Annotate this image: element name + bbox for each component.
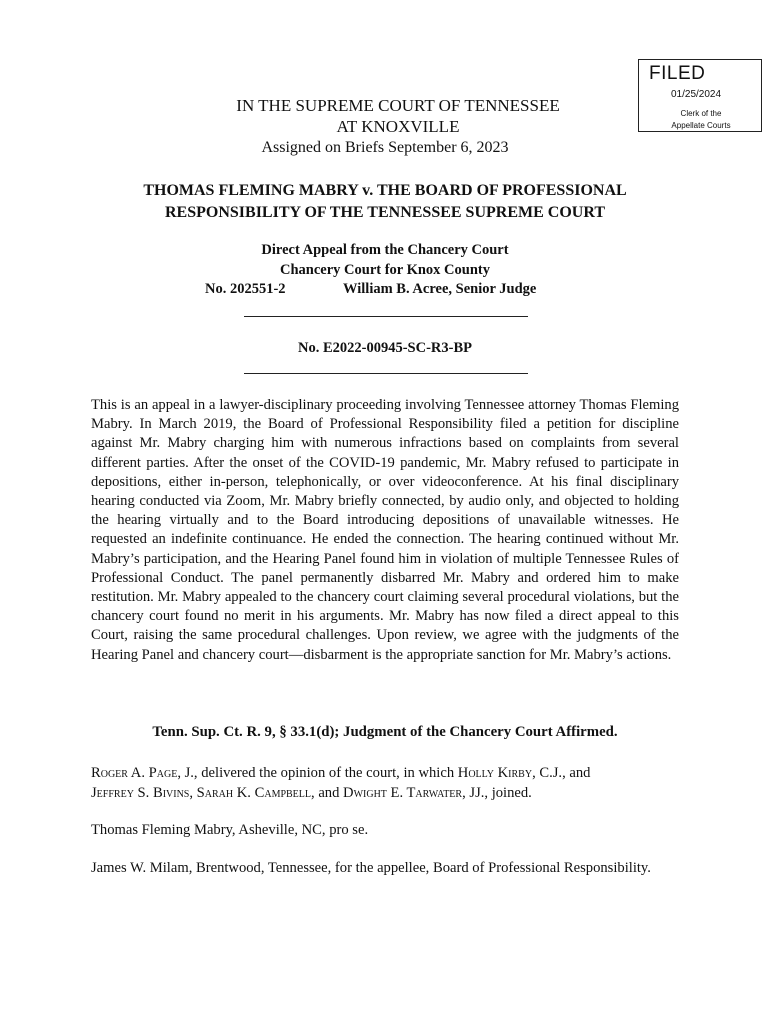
assigned-date: Assigned on Briefs September 6, 2023 bbox=[261, 139, 509, 156]
holding: Tenn. Sup. Ct. R. 9, § 33.1(d); Judgment of the Chancery Court Affirmed. bbox=[152, 724, 618, 740]
appeal-origin: Direct Appeal from the Chancery Court bbox=[261, 242, 509, 258]
authorship-statement bbox=[91, 763, 679, 803]
case-caption-line1: THOMAS FLEMING MABRY v. THE BOARD OF PROFESSIONAL bbox=[143, 182, 627, 199]
justice-name: Holly Kirby bbox=[457, 765, 533, 781]
authorship-closing: , JJ., joined. bbox=[462, 785, 532, 801]
appellant-counsel: Thomas Fleming Mabry, Asheville, NC, pro se. bbox=[91, 822, 369, 838]
justice-name: Sarah K. Campbell bbox=[196, 785, 312, 801]
trial-case-number: No. 202551-2 bbox=[205, 281, 286, 297]
divider-bottom bbox=[244, 373, 528, 374]
case-abstract: This is an appeal in a lawyer-disciplinary proceeding involving Tennessee attorney Thomas Fleming Mabry. In March 2019, the Board of Professional Responsibility filed a petition for discipline against Mr. Mabry charging him with numerous infractions based on complaints from several different parties. After the onset of the COVID-19 pandemic, Mr. Mabry refused to participate in depositions, either in-person, telephonically, or over videoconference. At his final disciplinary hearing conducted via Zoom, Mr. Mabry briefly connected, by audio only, and objected to holding the hearing virtually and to the Board introducing depositions of unavailable witnesses. He requested an indefinite continuance. He ended the connection. The hearing continued without Mr. Mabry’s participation, and the Hearing Panel found him in violation of multiple Tennessee Rules of Professional Conduct. The panel permanently disbarred Mr. Mabry and ordered him to make restitution. Mr. Mabry appealed to the chancery court claiming several procedural violations, but the chancery court found no merit in his arguments. Mr. Mabry has now filed a direct appeal to this Court, raising the same procedural challenges. Upon review, we agree with the judgments of the Hearing Panel and chancery court—disbarment is the appropriate sanction for Mr. Mabry’s actions. bbox=[91, 397, 679, 663]
justice-name: Dwight E. Tarwater bbox=[343, 785, 463, 801]
filed-stamp-clerk-line1: Clerk of the bbox=[680, 109, 722, 118]
case-caption bbox=[0, 180, 770, 224]
court-location: AT KNOXVILLE bbox=[336, 117, 460, 136]
docket-number: No. E2022-00945-SC-R3-BP bbox=[298, 340, 472, 356]
filed-stamp-title: FILED bbox=[649, 63, 706, 84]
name-separator: , and bbox=[311, 785, 344, 801]
justice-suffix: , C.J., and bbox=[532, 765, 591, 781]
appellee-counsel: James W. Milam, Brentwood, Tennessee, for the appellee, Board of Professional Responsibility. bbox=[91, 860, 651, 876]
filed-stamp-clerk-line2: Appellate Courts bbox=[671, 121, 731, 130]
author-name: Roger A. Page bbox=[91, 765, 178, 781]
appeal-court: Chancery Court for Knox County bbox=[280, 262, 490, 278]
author-suffix: , J., delivered the opinion of the court, in which bbox=[177, 765, 458, 781]
justice-name: Jeffrey S. Bivins bbox=[91, 785, 190, 801]
court-name: IN THE SUPREME COURT OF TENNESSEE bbox=[236, 96, 560, 115]
trial-judge: William B. Acree, Senior Judge bbox=[343, 281, 537, 297]
name-separator: , bbox=[189, 785, 197, 801]
case-caption-line2: RESPONSIBILITY OF THE TENNESSEE SUPREME COURT bbox=[165, 204, 605, 221]
divider-top bbox=[244, 316, 528, 317]
filed-stamp-date: 01/25/2024 bbox=[671, 89, 722, 100]
